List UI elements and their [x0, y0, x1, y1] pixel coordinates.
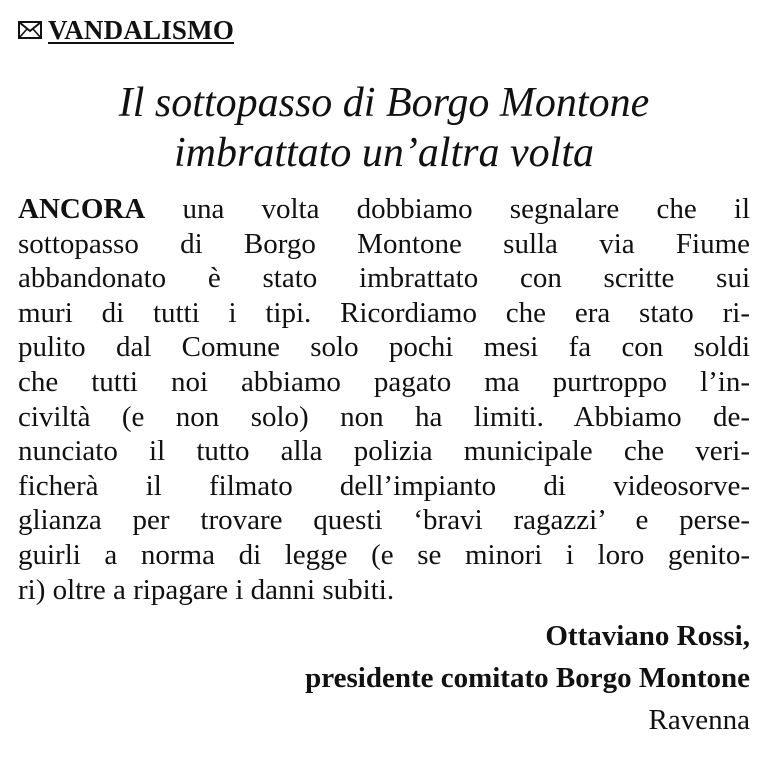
section-header — [18, 12, 750, 48]
body-line-2: sottopasso di Borgo Montone sulla via Fiume — [18, 227, 750, 260]
signature-role: presidente comitato Borgo Montone — [305, 662, 750, 695]
lead-word: ANCORA — [18, 193, 146, 225]
body-line-1 — [18, 192, 750, 227]
letter-body — [18, 192, 750, 607]
body-line-8: nunciato il tutto alla polizia municipale che veri- — [18, 435, 750, 468]
body-line-4: muri di tutti i tipi. Ricordiamo che era stato ri- — [18, 296, 750, 329]
body-line-7: civiltà (e non solo) non ha limiti. Abbiamo de- — [18, 400, 750, 433]
headline — [18, 78, 750, 178]
body-line-11: guirli a norma di legge (e se minori i loro genito- — [18, 538, 750, 571]
body-line-3: abbandonato è stato imbrattato con scritte sui — [18, 262, 750, 295]
body-line-9: ficherà il filmato dell’impianto di videosorve- — [18, 469, 750, 502]
body-line-1-rest: una volta dobbiamo segnalare che il — [145, 193, 750, 225]
body-line-5: pulito dal Comune solo pochi mesi fa con soldi — [18, 331, 750, 364]
headline-line-2: imbrattato un’altra volta — [174, 130, 594, 176]
headline-line-1: Il sottopasso di Borgo Montone — [118, 80, 650, 126]
section-label: VANDALISMO — [48, 15, 235, 45]
body-line-10: glianza per trovare questi ‘bravi ragazzi’ e perse- — [18, 504, 750, 537]
signature-city: Ravenna — [648, 704, 750, 737]
signature-block — [18, 615, 750, 741]
body-line-12: ri) oltre a ripagare i danni subiti. — [18, 573, 395, 606]
signature-name: Ottaviano Rossi, — [545, 620, 750, 653]
envelope-icon — [18, 21, 42, 39]
body-line-6: che tutti noi abbiamo pagato ma purtroppo l’in- — [18, 365, 750, 398]
